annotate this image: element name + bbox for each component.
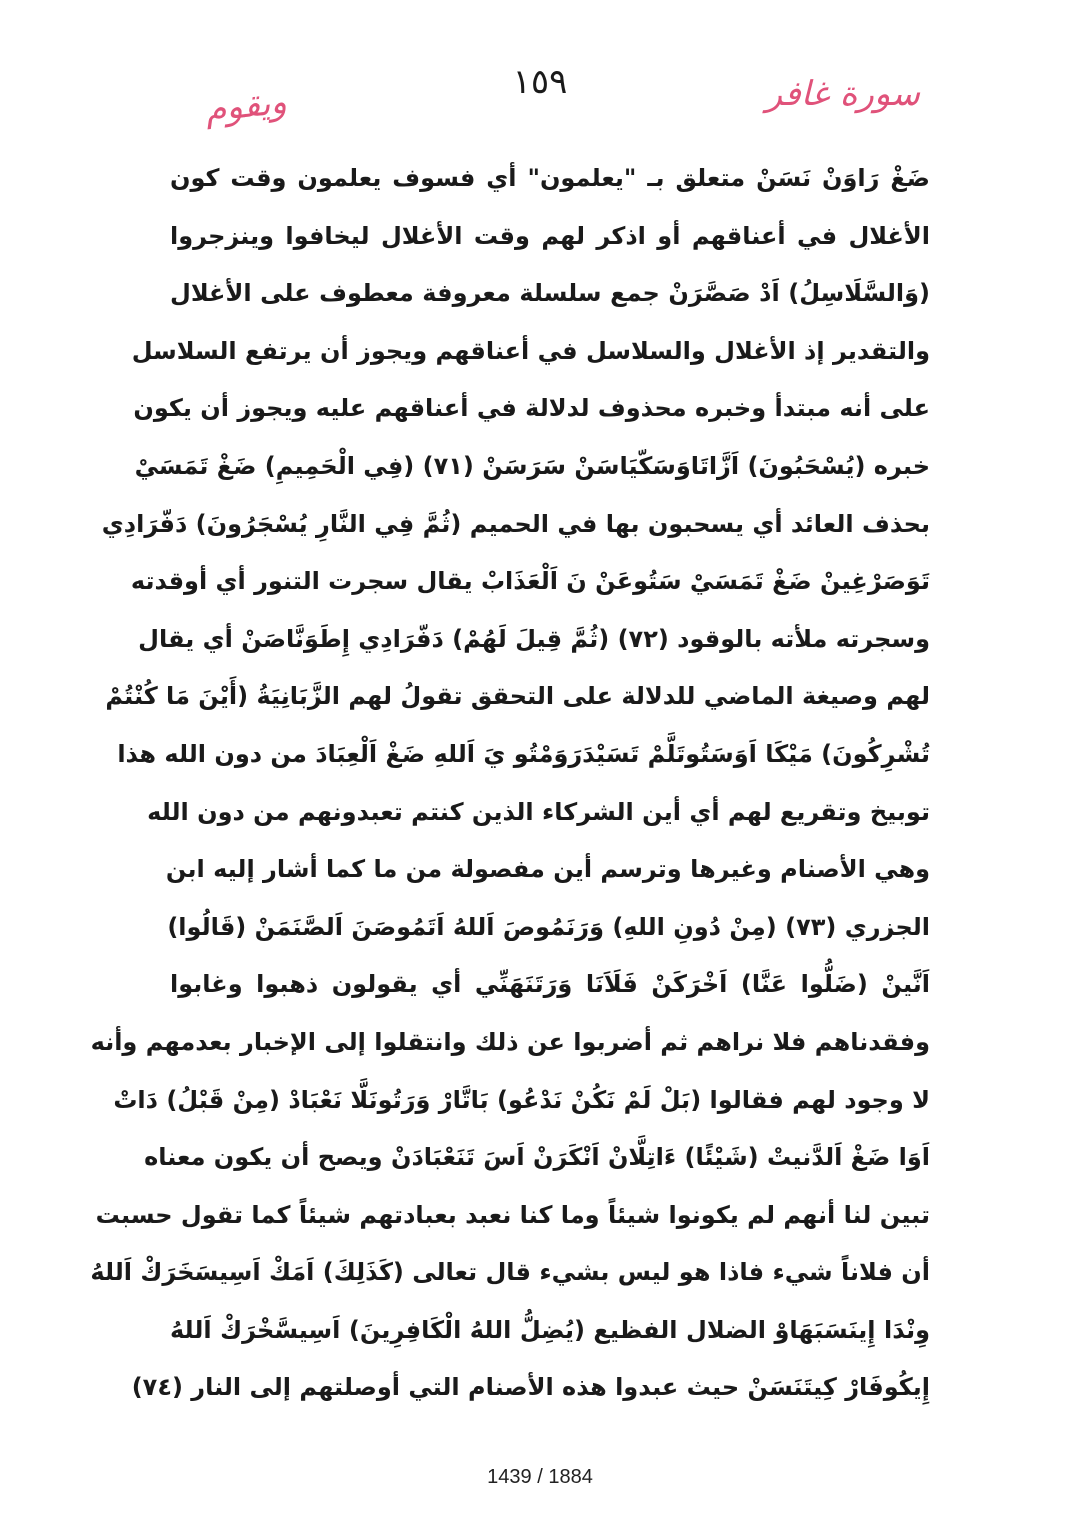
text-line: والتقدير إذ الأغلال والسلاسل في أعناقهم ويجوز أن يرتفع السلاسل <box>131 336 930 365</box>
body-text <box>90 150 930 1417</box>
text-line: تَوَصَرْغِينْ ضَغْ تَمَسَيْ سَتُوعَنْ نَ اَلْعَذَابْ يقال سجرت التنور أي أوقدته <box>130 567 930 596</box>
handwritten-note-right: سورة غافر <box>765 74 920 114</box>
text-line: وفقدناهم فلا نراهم ثم أضربوا عن ذلك وانتقلوا إلى الإخبار بعدمهم وأنه <box>90 1027 930 1056</box>
text-line: وهي الأصنام وغيرها وترسم أين مفصولة من ما كما أشار إليه ابن <box>165 855 930 884</box>
text-line: تبين لنا أنهم لم يكونوا شيئاً وما كنا نعبد بعبادتهم شيئاً كما تقول حسبت <box>95 1200 930 1229</box>
text-line: وِنْدَا إِينَسَبَهَاوْ الضلال الفظيع (يُضِلُّ اللهُ الْكَافِرِينَ) اَسِيسَّخْرَكْ اَللهُ <box>170 1315 930 1344</box>
page-indicator: 1439 / 1884 <box>487 1466 593 1488</box>
text-line: على أنه مبتدأ وخبره محذوف لدلالة في أعناقهم عليه ويجوز أن يكون <box>133 394 930 423</box>
text-line: إِيكُوفَارْ كِيتَنَسَنْ حيث عبدوا هذه الأصنام التي أوصلتهم إلى النار (٧٤) <box>131 1373 930 1402</box>
text-line: تُشْرِكُونَ) مَيْكَا اَوَسَتُوتَلَّمْ تَسَيْدَرَوَمْتُو يَ اَللهِ ضَغْ اَلْعِبَادَ من دون الله هذا <box>117 739 930 768</box>
text-line: الجزري (٧٣) (مِنْ دُونِ اللهِ) وَرَنَمُوصَ اَللهُ اَتَمُوصَنَ اَلصَّنَمَنْ (قَالُوا) <box>167 912 930 941</box>
handwritten-note-left: ويقوم <box>203 81 289 131</box>
text-line: اَوَا ضَغْ اَلدَّنيتْ (شَيْئًا) ءَاتِلَّانْ اَنْكَرَنْ اَسَ تَنَعْبَادَنْ ويصح أن يكون معناه <box>144 1143 930 1172</box>
page-number: ١٥٩ <box>512 62 568 102</box>
text-line: (وَالسَّلَاسِلُ) اَدْ صَصَّرَنْ جمع سلسلة معروفة معطوف على الأغلال <box>170 279 930 308</box>
text-line: بحذف العائد أي يسحبون بها في الحميم (ثُمَّ فِي النَّارِ يُسْجَرُونَ) دَفّرَادِي <box>101 509 930 538</box>
page-header <box>0 58 1080 138</box>
text-line: خبره (يُسْحَبُونَ) اَزَّاتَاوَسَكّيَاسَنْ سَرَسَنْ (٧١) (فِي الْحَمِيمِ) ضَغْ تَمَسَيْ <box>134 451 930 480</box>
text-line: أن فلاناً شيء فاذا هو ليس بشيء قال تعالى (كَذَلِكَ) اَمَكْ اَسِيسَخَرَكْ اَللهُ <box>90 1258 930 1287</box>
text-line: ضَغْ رَاوَنْ نَسَنْ متعلق بـ "يعلمون" أي فسوف يعلمون وقت كون <box>170 164 930 192</box>
text-line: لا وجود لهم فقالوا (بَلْ لَمْ نَكُنْ نَدْعُو) بَاتَّارْ وَرَتُونَلَّا نَعْبَادْ (مِنْ قَبْلُ) دَاتْ <box>113 1085 930 1114</box>
text-line: لهم وصيغة الماضي للدلالة على التحقق تقولُ لهم الزَّبَانِيَةُ (أَيْنَ مَا كُنْتُمْ <box>105 682 930 711</box>
text-line: اَنَّينْ (ضَلُّوا عَنَّا) اَخْرَكَنْ فَلَاَنَا وَرَتَنَهَنِّي أي يقولون ذهبوا وغابوا <box>170 970 930 999</box>
text-line: وسجرته ملأته بالوقود (٧٢) (ثُمَّ قِيلَ لَهُمْ) دَفّرَادِي إِطَوَنَّاصَنْ أي يقال <box>138 624 930 653</box>
text-line: توبيخ وتقريع لهم أي أين الشركاء الذين كنتم تعبدونهم من دون الله <box>147 797 930 826</box>
text-line: الأغلال في أعناقهم أو اذكر لهم وقت الأغلال ليخافوا وينزجروا <box>170 221 930 250</box>
